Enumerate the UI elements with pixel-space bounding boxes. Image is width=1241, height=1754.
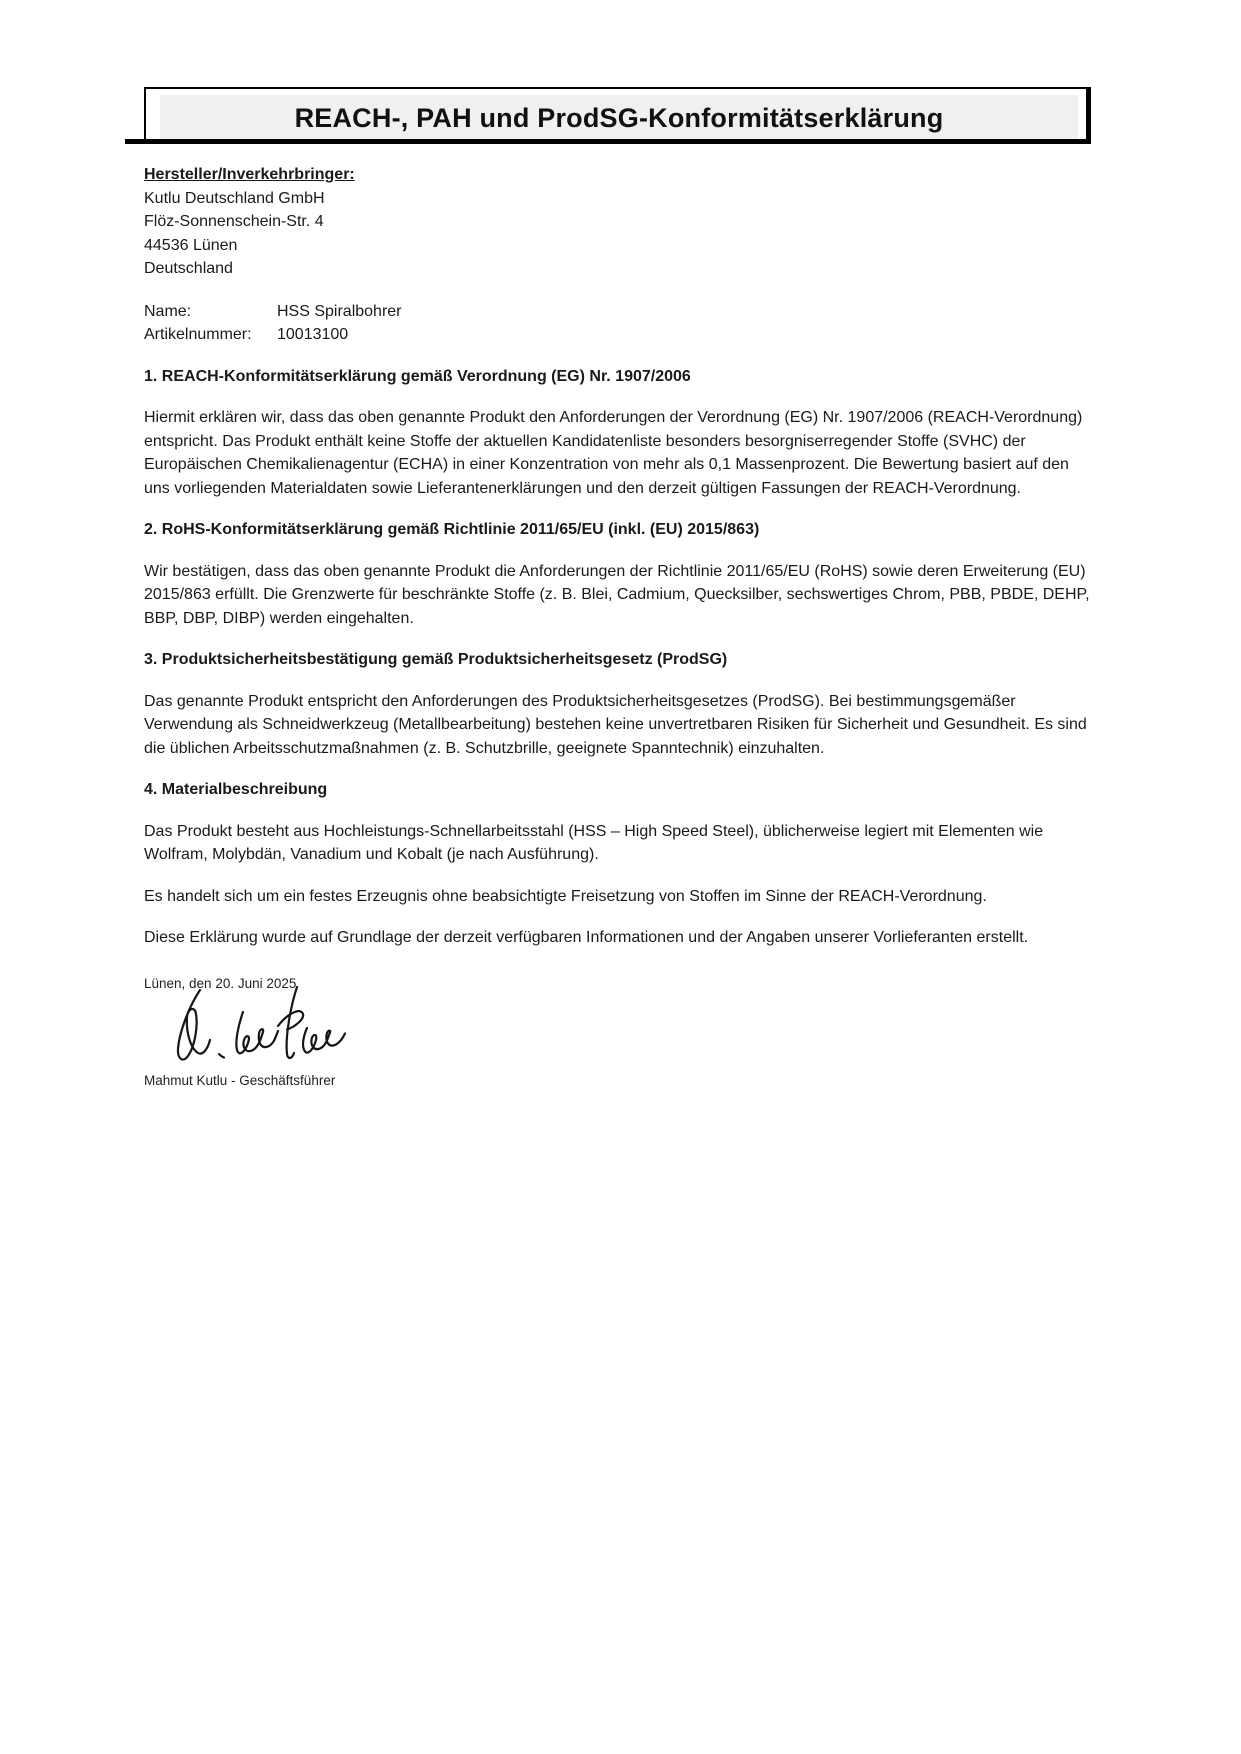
section-material — [144, 778, 1091, 950]
product-article-label: Artikelnummer: — [144, 326, 252, 343]
section-material-heading: 4. Materialbeschreibung — [144, 781, 328, 798]
section-reach — [144, 365, 1091, 501]
product-name-label: Name: — [144, 302, 192, 320]
product-name-row — [144, 300, 1091, 324]
signer-name: Mahmut Kutlu - Geschäftsführer — [144, 1072, 336, 1088]
section-material-paragraph-2: Es handelt sich um ein festes Erzeugnis ohne beabsichtigte Freisetzung von Stoffen im Sinne der REACH-Verordnung. — [144, 887, 987, 905]
manufacturer-block — [144, 163, 1091, 281]
section-reach-paragraph: Hiermit erklären wir, dass das oben genannte Produkt den Anforderungen der Verordnung (EG) Nr. 1907/2006 (REACH-Verordnung) entspricht. Das Produkt enthält keine Stoffe der aktuellen Kandidatenliste besonders besorgniserregender Stoffe (SVHC) der Europäischen Chemikalienagentur (ECHA) in einer Konzentration von mehr als 0,1 Massenprozent. Die Bewertung basiert auf den uns vorliegenden Materialdaten sowie Lieferantenerklärungen und den derzeit gültigen Fassungen der REACH-Verordnung. — [144, 409, 1083, 497]
title-box — [144, 87, 1091, 139]
section-rohs-paragraph: Wir bestätigen, dass das oben genannte Produkt die Anforderungen der Richtlinie 2011/65/EU (RoHS) sowie deren Erweiterung (EU) 2015/863 erfüllt. Die Grenzwerte für beschränkte Stoffe (z. B. Blei, Cadmium, Quecksilber, sechswertiges Chrom, PBB, PBDE, DEHP, BBP, DBP, DIBP) werden eingehalten. — [144, 562, 1090, 627]
section-prodsg — [144, 648, 1091, 760]
manufacturer-country: Deutschland — [144, 260, 233, 277]
section-reach-heading: 1. REACH-Konformitätserklärung gemäß Verordnung (EG) Nr. 1907/2006 — [144, 367, 691, 385]
product-name-value: HSS Spiralbohrer — [277, 302, 402, 320]
section-prodsg-paragraph: Das genannte Produkt entspricht den Anforderungen des Produktsicherheitsgesetzes (ProdSG). Bei bestimmungsgemäßer Verwendung als Schneidwerkzeug (Metallbearbeitung) bestehen keine unvertretbaren Risiken für Sicherheit und Gesundheit. Es sind die üblichen Arbeitsschutzmaßnahmen (z. B. Schutzbrille, geeignete Spanntechnik) einzuhalten. — [144, 692, 1087, 757]
document-body — [144, 163, 1091, 1089]
section-material-paragraph-1: Das Produkt besteht aus Hochleistungs-Schnellarbeitsstahl (HSS – High Speed Steel), üblicherweise legiert mit Elementen wie Wolfram, Molybdän, Vanadium und Kobalt (je nach Ausführung). — [144, 822, 1044, 863]
page-title: REACH-, PAH und ProdSG-Konformitätserklärung — [294, 102, 944, 133]
section-rohs-heading: 2. RoHS-Konformitätserklärung gemäß Richtlinie 2011/65/EU (inkl. (EU) 2015/863) — [144, 521, 760, 538]
section-material-paragraph-3: Diese Erklärung wurde auf Grundlage der derzeit verfügbaren Informationen und der Angaben unserer Vorlieferanten erstellt. — [144, 929, 1029, 946]
place-date: Lünen, den 20. Juni 2025 — [144, 975, 297, 991]
section-prodsg-heading: 3. Produktsicherheitsbestätigung gemäß Produktsicherheitsgesetz (ProdSG) — [144, 651, 728, 668]
product-article-row — [144, 323, 1091, 347]
product-block — [144, 300, 1091, 347]
manufacturer-company: Kutlu Deutschland GmbH — [144, 189, 325, 207]
product-article-value: 10013100 — [277, 326, 349, 343]
manufacturer-heading: Hersteller/Inverkehrbringer: — [144, 166, 355, 183]
title-background — [160, 95, 1078, 141]
manufacturer-street: Flöz-Sonnenschein-Str. 4 — [144, 213, 324, 230]
signoff-block — [144, 975, 1091, 1089]
section-rohs — [144, 518, 1091, 630]
handwritten-signature-icon — [166, 986, 1091, 1068]
manufacturer-city: 44536 Lünen — [144, 236, 238, 254]
